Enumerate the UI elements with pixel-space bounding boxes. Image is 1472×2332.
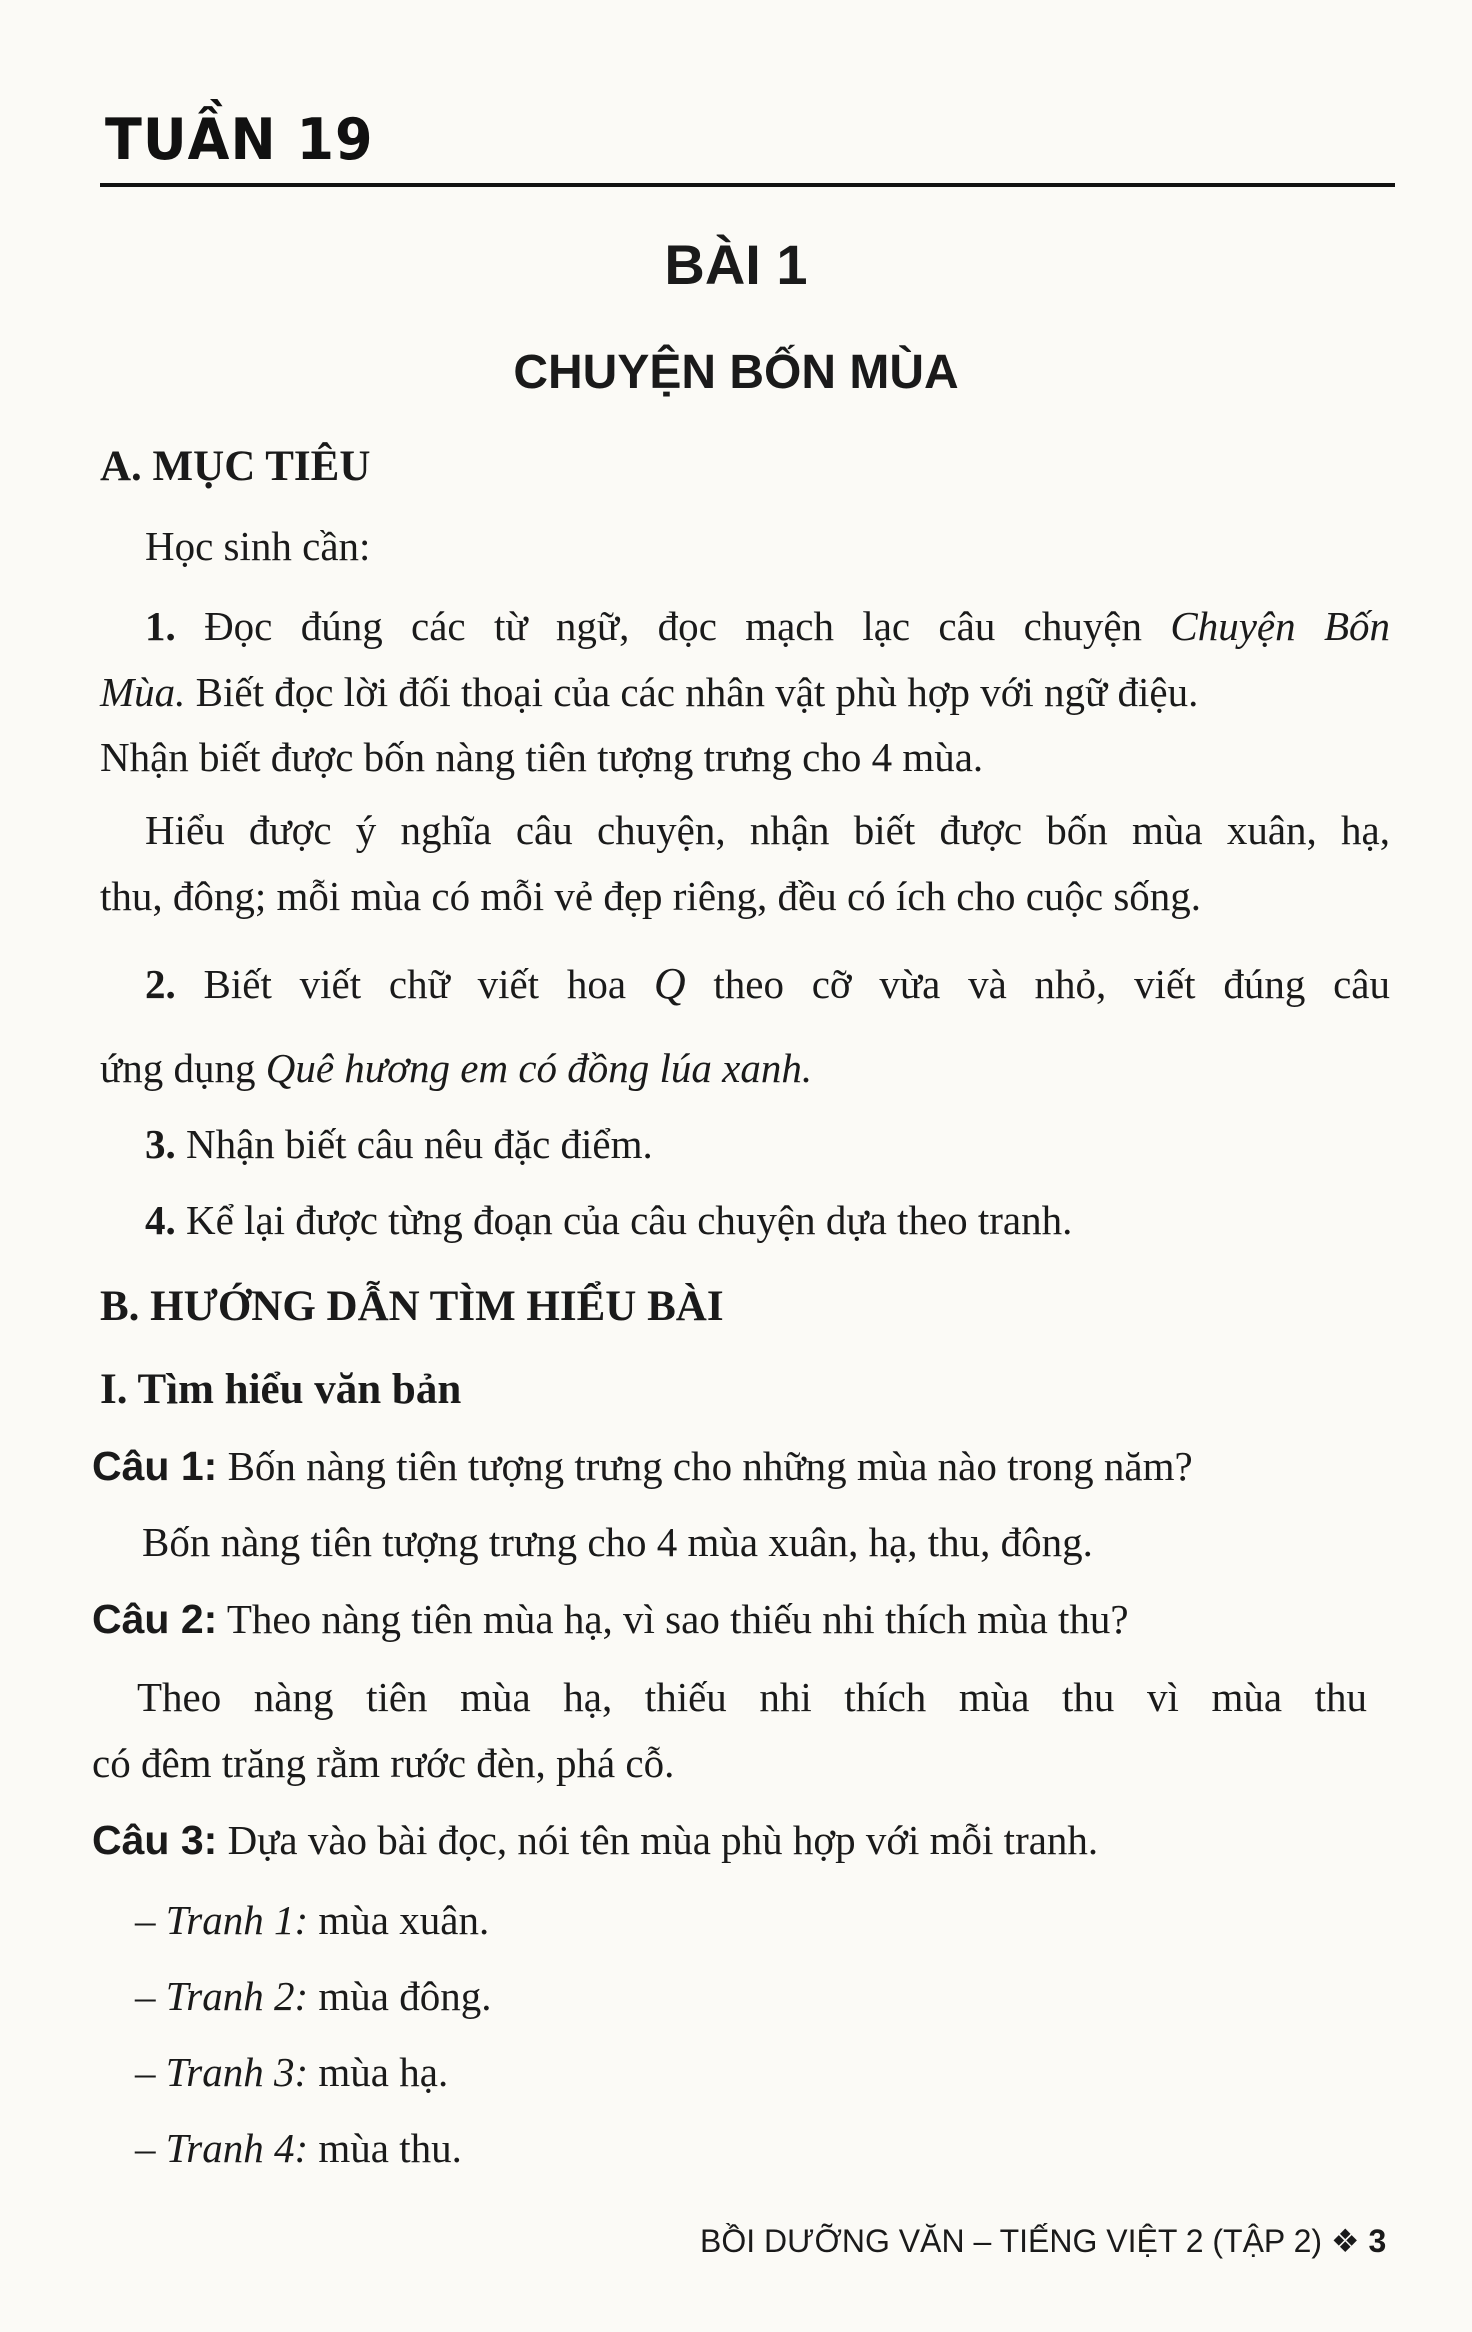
question-3-label: Câu 3: bbox=[92, 1817, 218, 1863]
answer-1: Bốn nàng tiên tượng trưng cho 4 mùa xuân, hạ, thu, đông. bbox=[142, 1519, 1093, 1565]
objective-1-story-title-end: Mùa. bbox=[100, 669, 186, 715]
picture-answer bbox=[135, 1897, 490, 1943]
picture-answer-dash: – bbox=[135, 2049, 166, 2095]
objective-3-text: Nhận biết câu nêu đặc điểm. bbox=[175, 1121, 653, 1167]
objective-1-text: Đọc đúng các từ ngữ, đọc mạch lạc câu chuyện bbox=[175, 603, 1171, 649]
answer-2-line-1: Theo nàng tiên mùa hạ, thiếu nhi thích mùa thu vì mùa thu bbox=[137, 1674, 1367, 1720]
picture-answer bbox=[135, 2125, 462, 2171]
objective-2-text: Biết viết chữ viết hoa bbox=[175, 961, 654, 1007]
objective-2-text-2: theo cỡ vừa và nhỏ, viết đúng câu bbox=[685, 961, 1391, 1007]
picture-answer-label: Tranh 4: bbox=[165, 2125, 309, 2171]
picture-answer-label: Tranh 2: bbox=[165, 1973, 309, 2019]
meaning-line-2: thu, đông; mỗi mùa có mỗi vẻ đẹp riêng, đều có ích cho cuộc sống. bbox=[100, 873, 1202, 919]
objective-3-number: 3. bbox=[145, 1121, 176, 1167]
section-b-subheading: I. Tìm hiểu văn bản bbox=[100, 1366, 462, 1413]
question-2-label: Câu 2: bbox=[92, 1596, 218, 1642]
lesson-title: BÀI 1 bbox=[664, 233, 808, 296]
objective-1-text-2: Biết đọc lời đối thoại của các nhân vật phù hợp với ngữ điệu. bbox=[185, 669, 1199, 715]
page-number: 3 bbox=[1368, 2223, 1387, 2259]
capital-q-glyph: Q bbox=[653, 959, 686, 1008]
picture-answer bbox=[135, 2049, 449, 2095]
picture-answer bbox=[135, 1973, 492, 2019]
picture-answer-value: mùa thu. bbox=[308, 2125, 462, 2171]
objective-4-number: 4. bbox=[145, 1197, 176, 1243]
intro-text: Học sinh cần: bbox=[145, 523, 371, 569]
question-1-label: Câu 1: bbox=[92, 1443, 218, 1489]
picture-answer-label: Tranh 3: bbox=[165, 2049, 309, 2095]
footer-book-title: BỒI DƯỠNG VĂN – TIẾNG VIỆT 2 (TẬP 2) bbox=[700, 2223, 1323, 2259]
objective-1-story-title: Chuyện Bốn bbox=[1170, 603, 1391, 649]
section-b-heading: B. HƯỚNG DẪN TÌM HIỂU BÀI bbox=[100, 1283, 724, 1330]
picture-answer-dash: – bbox=[135, 1897, 166, 1943]
objective-4 bbox=[145, 1197, 1073, 1243]
page-footer bbox=[700, 2222, 1386, 2260]
question-3-text: Dựa vào bài đọc, nói tên mùa phù hợp với mỗi tranh. bbox=[217, 1817, 1099, 1863]
question-1 bbox=[92, 1443, 1193, 1489]
story-title: CHUYỆN BỐN MÙA bbox=[513, 346, 959, 399]
question-2 bbox=[92, 1596, 1129, 1642]
objective-1-number: 1. bbox=[145, 603, 176, 649]
section-a-heading: A. MỤC TIÊU bbox=[100, 443, 371, 490]
question-2-text: Theo nàng tiên mùa hạ, vì sao thiếu nhi thích mùa thu? bbox=[217, 1596, 1129, 1642]
picture-answer-dash: – bbox=[135, 1973, 166, 2019]
question-3 bbox=[92, 1817, 1099, 1863]
meaning-line-1: Hiểu được ý nghĩa câu chuyện, nhận biết được bốn mùa xuân, hạ, bbox=[145, 807, 1390, 853]
objective-2-line-1 bbox=[145, 959, 1391, 1008]
picture-answer-value: mùa đông. bbox=[308, 1973, 492, 2019]
objective-1-line-1 bbox=[145, 603, 1391, 649]
objective-2-number: 2. bbox=[145, 961, 176, 1007]
objective-2-phrase: Quê hương em có đồng lúa xanh. bbox=[265, 1045, 813, 1091]
picture-answer-label: Tranh 1: bbox=[165, 1897, 309, 1943]
objective-3 bbox=[145, 1121, 653, 1167]
objective-2-line-2 bbox=[100, 1045, 813, 1091]
objective-2-text-3: ứng dụng bbox=[100, 1045, 266, 1091]
header-rule bbox=[100, 183, 1395, 187]
objective-1-line-3: Nhận biết được bốn nàng tiên tượng trưng cho 4 mùa. bbox=[100, 734, 984, 780]
week-heading: TUẦN 19 bbox=[105, 106, 374, 173]
picture-answer-dash: – bbox=[135, 2125, 166, 2171]
answer-2-line-2: có đêm trăng rằm rước đèn, phá cỗ. bbox=[92, 1740, 675, 1786]
question-1-text: Bốn nàng tiên tượng trưng cho những mùa nào trong năm? bbox=[217, 1443, 1193, 1489]
objective-1-line-2 bbox=[100, 669, 1199, 715]
picture-answer-value: mùa hạ. bbox=[308, 2049, 449, 2095]
picture-answer-value: mùa xuân. bbox=[308, 1897, 490, 1943]
objective-4-text: Kể lại được từng đoạn của câu chuyện dựa theo tranh. bbox=[175, 1197, 1073, 1243]
footer-ornament-icon: ❖ bbox=[1330, 2223, 1360, 2259]
